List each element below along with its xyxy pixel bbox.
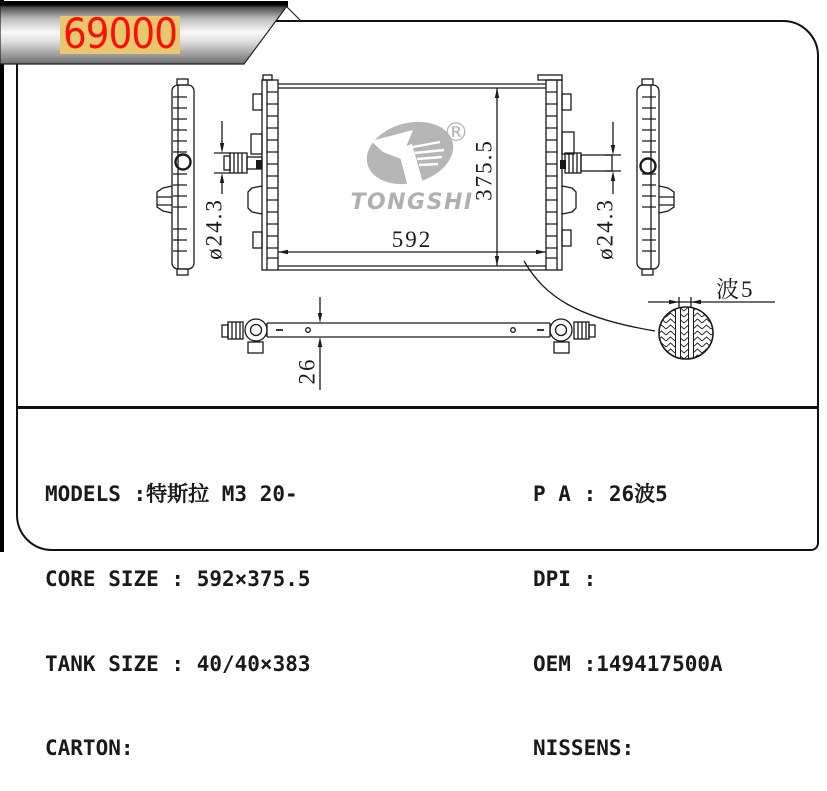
- fin-detail-view: [648, 277, 775, 361]
- part-number-banner: [0, 0, 310, 70]
- dimension-core-width: [278, 227, 546, 254]
- dim-core-width-label: 592: [391, 227, 433, 252]
- right-inlet-pipe: [565, 153, 612, 173]
- spec-row-pa: P A : 26波5: [533, 482, 668, 507]
- dim-pipe-left-label: ø24.3: [201, 198, 227, 260]
- spec-column-right: [533, 424, 723, 791]
- spec-row-tank-size: TANK SIZE : 40/40×383: [45, 651, 311, 676]
- tongshi-logo-watermark: [350, 113, 473, 215]
- spec-row-oem: OEM :149417500A: [533, 651, 723, 676]
- spec-row-carton: CARTON:: [45, 736, 134, 761]
- dimension-pipe-left: [202, 121, 231, 260]
- fin-detail-leader-line: [524, 261, 655, 331]
- banner-corner-line: [287, 7, 301, 21]
- part-number-text: 69000: [63, 9, 177, 58]
- spec-row-models: MODELS :特斯拉 M3 20-: [45, 482, 298, 507]
- spec-row-dpi: DPI :: [533, 567, 597, 592]
- dimension-core-height: [472, 88, 500, 266]
- logo-registered-mark: ®: [443, 118, 469, 148]
- left-tank-side-view: [157, 79, 194, 275]
- dim-fin-label: 波5: [716, 277, 755, 302]
- dim-core-height-label: 375.5: [471, 139, 497, 201]
- dim-depth-label: 26: [294, 357, 320, 385]
- logo-brand-text: TONGSHI: [350, 190, 474, 215]
- spec-row-core-size: CORE SIZE : 592×375.5: [45, 567, 311, 592]
- radiator-top-view: [222, 319, 595, 353]
- dim-pipe-right-label: ø24.3: [592, 198, 618, 260]
- dimension-pipe-right: [593, 122, 622, 260]
- spec-column-left: [45, 424, 311, 791]
- spec-row-nissens: NISSENS:: [533, 736, 635, 761]
- dimension-depth: [295, 297, 323, 390]
- right-tank-side-view: [637, 79, 674, 275]
